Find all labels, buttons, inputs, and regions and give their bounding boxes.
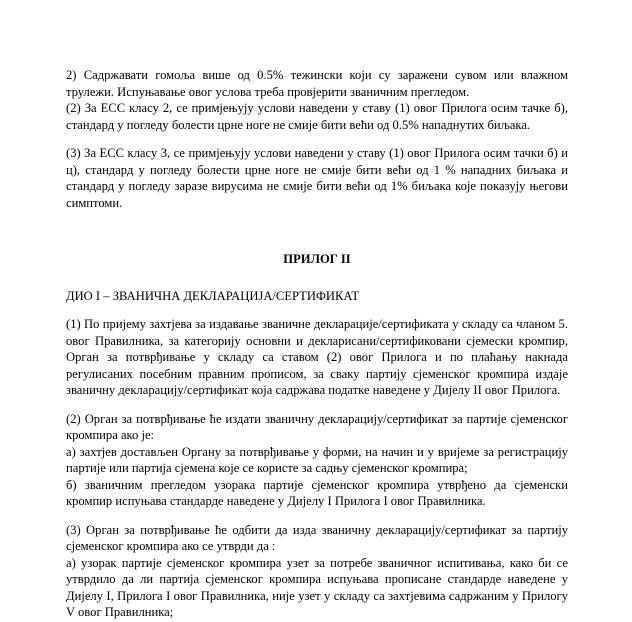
paragraph-condition-b: б) званичним прегледом узорака партије сјеменског кромпира утврђено да сјеменски кромпир испуњава стандарде наведене у Дијелу I Прилога I овог Правилника. — [66, 477, 568, 508]
annex-title: ПРИЛОГ II — [283, 252, 351, 266]
part-heading: ДИО I – ЗВАНИЧНА ДЕКЛАРАЦИЈА/СЕРТИФИКАТ — [66, 288, 360, 303]
paragraph-refusal-a: а) узорак партије сјеменског кромпира узет за потребе званичног испитивања, како би се утврдило да ли партија сјеменског кромпира испуњава прописане стандарде наведене у Дијелу I, Прилога I овог Правилника, није узет у складу са захтјевима садржаним у Прилогу V овог Правилника; — [66, 555, 568, 619]
paragraph-condition-a: а) захтјев достављен Органу за потврђивање у форми, на начин и у вријеме за регистрацију партије или партија сјемена које се користе за садњу сјеменског кромпира; — [66, 444, 568, 475]
paragraph-issuance: (1) По пријему захтјева за издавање званичне декларације/сертификата у складу са чланом 5. овог Правилника, за категорију основни и декларисани/сертификовани сјемески кромпир, Орган за потврђивање у складу са ставом (2) овог Прилога и по плаћању накнада регулисаних посебним правним прописом, за сваку партију сјеменског кромпира издаје званичну декларацију/сертификат која садржава податке наведене у Дијелу II овог Прилога. — [66, 317, 568, 397]
paragraph-ess-class-3: (3) За ЕСС класу 3, се примјењују услови наведени у ставу (1) овог Прилога осим тачки б) и ц), стандард у погледу болести црне ноге не смије бити већи од 1 % нападних биљака и стандард у погледу зарaзе вирусима не смије бити већи од 1% биљака које показују његови симптоми. — [66, 146, 568, 210]
document-page — [66, 67, 568, 621]
paragraph-issue-conditions: (2) Орган за потврђивање ће издати званичну декларацију/сертификат за партије сјеменског кромпира ако је: — [66, 411, 568, 442]
paragraph-refusal: (3) Орган за потврђивање ће одбити да изда званичну декларацију/сертификат за партију сјеменског кромпира ако се утврди да : — [66, 522, 568, 553]
paragraph-ess-class-2: (2) За ЕСС класу 2, се примјењују услови наведени у ставу (1) овог Прилога осим тачке б), стандард у погледу болести црне ноге не смије бити већи од 0.5% нападнутих биљака. — [66, 101, 568, 132]
paragraph-condition-2: 2) Садржавати гомоља више од 0.5% тежински који су заражени сувом или влажном трулежи. Испуњавање овог услова треба провјерити званичним прегледом. — [66, 68, 568, 99]
